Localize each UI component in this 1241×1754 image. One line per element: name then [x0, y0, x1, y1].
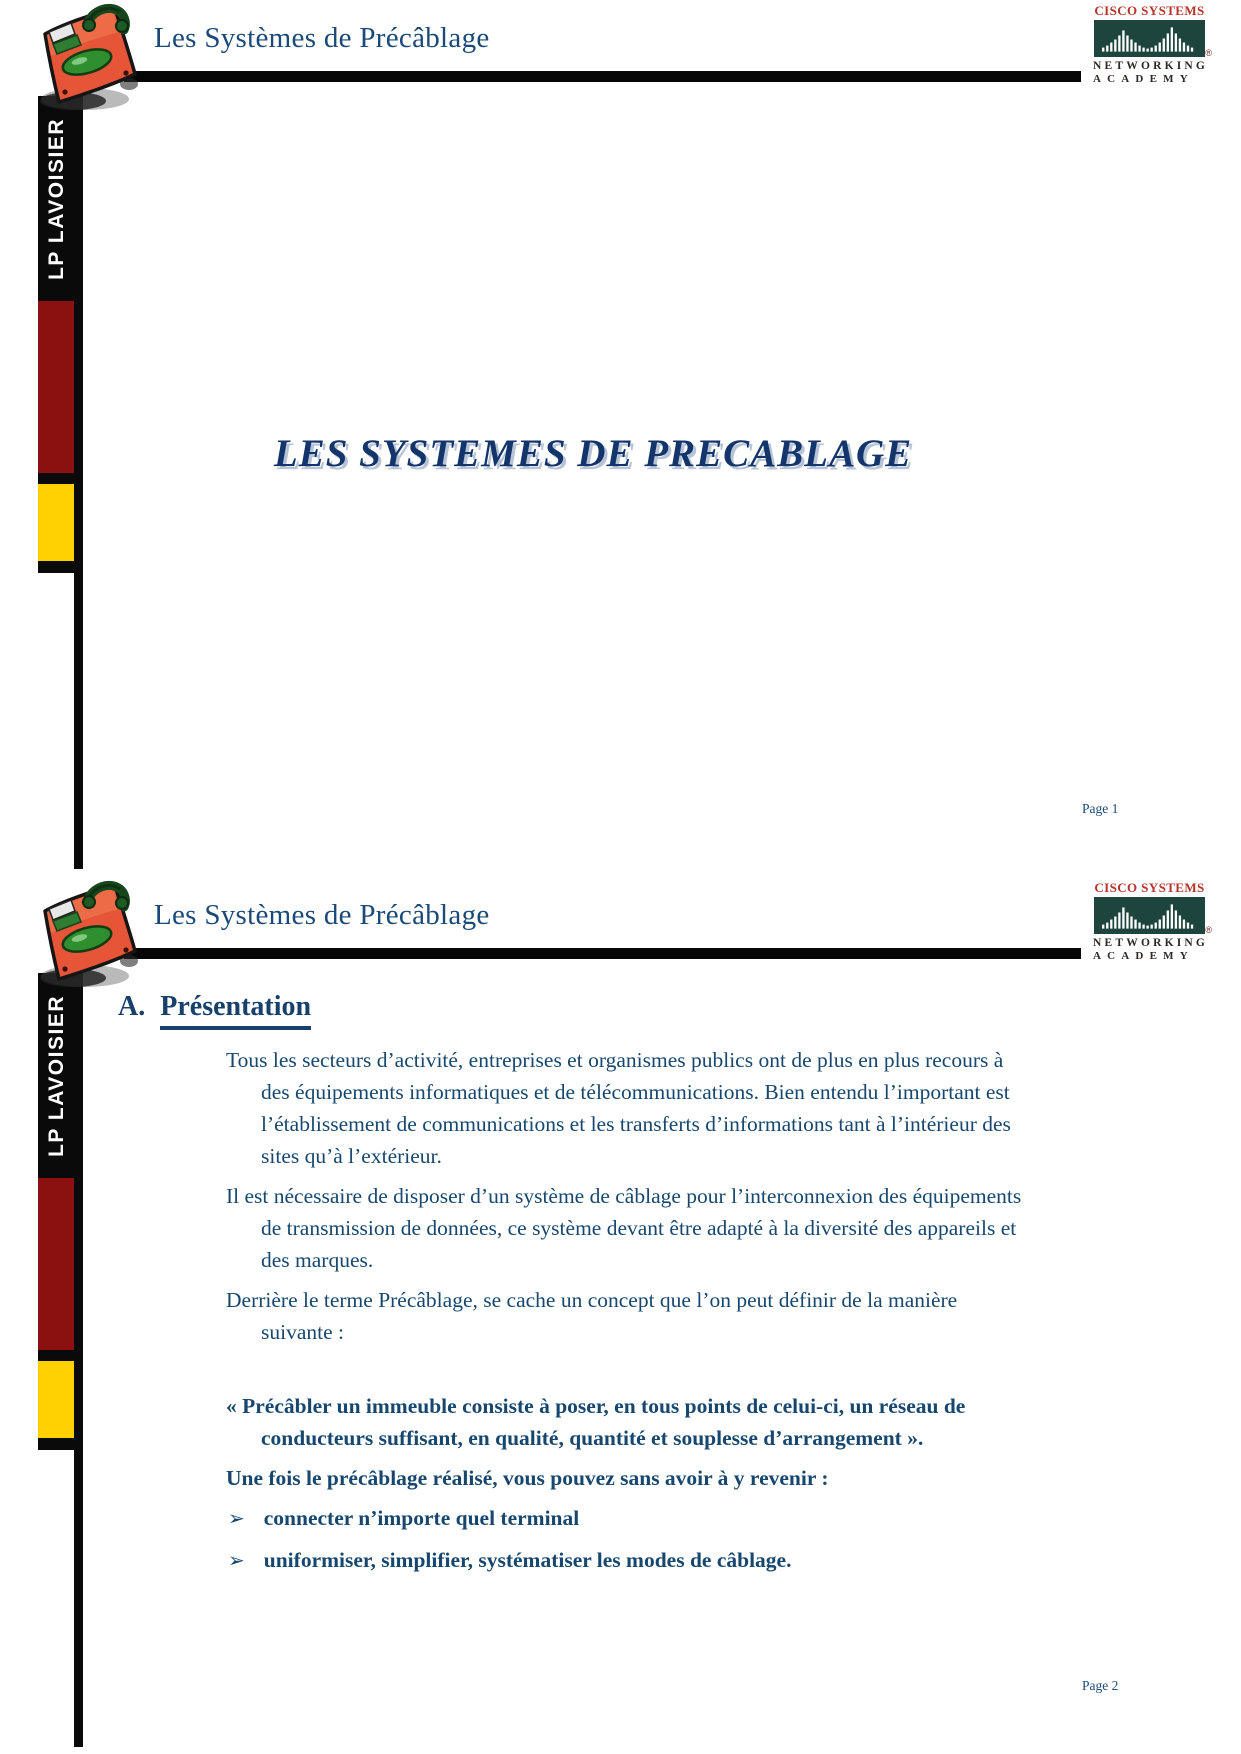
header-divider-bar	[124, 948, 1081, 959]
cisco-academy-text: ACADEMY	[1093, 950, 1194, 962]
cisco-networking-text: NETWORKING	[1093, 937, 1209, 949]
sidebar-tail-line	[74, 573, 83, 869]
document-header-title: Les Systèmes de Précâblage	[154, 899, 490, 931]
section-body	[118, 1044, 1023, 1576]
registered-mark: ®	[1205, 48, 1212, 58]
sidebar-color-bar	[38, 96, 83, 573]
section-title: Présentation	[160, 991, 311, 1030]
registered-mark: ®	[1205, 925, 1212, 935]
section-heading	[118, 991, 1030, 1030]
cisco-academy-text: ACADEMY	[1093, 73, 1194, 85]
sidebar-red-block	[38, 301, 74, 473]
bullet-lead-in: Une fois le précâblage réalisé, vous pouvez sans avoir à y revenir :	[226, 1466, 829, 1490]
paragraph: Derrière le terme Précâblage, se cache un concept que l’on peut définir de la manière suivante :	[226, 1288, 958, 1344]
list-item	[228, 1502, 1023, 1534]
list-item	[228, 1544, 1023, 1576]
school-name-label: LP LAVOISIER	[44, 994, 68, 1157]
sidebar-yellow-block	[38, 484, 74, 561]
header-divider-bar	[124, 71, 1081, 82]
section-letter: A.	[118, 991, 146, 1022]
sidebar-tail-line	[74, 1450, 83, 1747]
bullet-text: connecter n’importe quel terminal	[263, 1506, 580, 1530]
sidebar-red-block	[38, 1178, 74, 1350]
cisco-brand-text: CISCO SYSTEMS	[1094, 880, 1205, 895]
bullet-list	[226, 1502, 1023, 1576]
cisco-bridge-icon	[1094, 20, 1212, 58]
section-content	[118, 991, 1030, 1586]
page-2	[0, 877, 1241, 1754]
paragraph: Tous les secteurs d’activité, entreprises et organismes publics ont de plus en plus recours à des équipements informatiques et de télécommunications. Bien entendu l’important est l’établissement de communications et les transferts d’informations tant à l’intérieur des sites qu’à l’extérieur.	[226, 1048, 1011, 1168]
cisco-brand-text: CISCO SYSTEMS	[1094, 3, 1205, 18]
document-header-title: Les Systèmes de Précâblage	[154, 22, 490, 54]
sidebar-color-bar	[38, 973, 83, 1450]
school-logo	[22, 877, 144, 989]
sidebar-school-label-block	[38, 973, 83, 1178]
bullet-arrow-icon: ➢	[228, 1548, 245, 1572]
sidebar-school-label-block	[38, 96, 83, 301]
school-logo	[22, 0, 144, 112]
bullet-text: uniformiser, simplifier, systématiser les modes de câblage.	[263, 1548, 792, 1572]
cisco-academy-logo	[1091, 3, 1212, 85]
sidebar-yellow-block	[38, 1361, 74, 1438]
bullet-arrow-icon: ➢	[228, 1506, 245, 1530]
page-number: Page 1	[1082, 801, 1119, 816]
definition-quote: « Précâbler un immeuble consiste à poser, en tous points de celui-ci, un réseau de conducteurs suffisant, en qualité, quantité et souplesse d’arrangement ».	[226, 1394, 966, 1450]
cisco-academy-logo	[1091, 880, 1212, 962]
cover-title: LES SYSTEMES DE PRECABLAGE	[273, 432, 913, 476]
sidebar-bottom-bar	[38, 1438, 83, 1450]
paragraph: Il est nécessaire de disposer d’un système de câblage pour l’interconnexion des équipements de transmission de données, ce système devant être adapté à la diversité des appareils et des marques.	[226, 1184, 1022, 1272]
sidebar-bottom-bar	[38, 561, 83, 573]
school-name-label: LP LAVOISIER	[44, 117, 68, 280]
page-number: Page 2	[1082, 1678, 1119, 1693]
cisco-bridge-icon	[1094, 897, 1212, 935]
cisco-networking-text: NETWORKING	[1093, 60, 1209, 72]
